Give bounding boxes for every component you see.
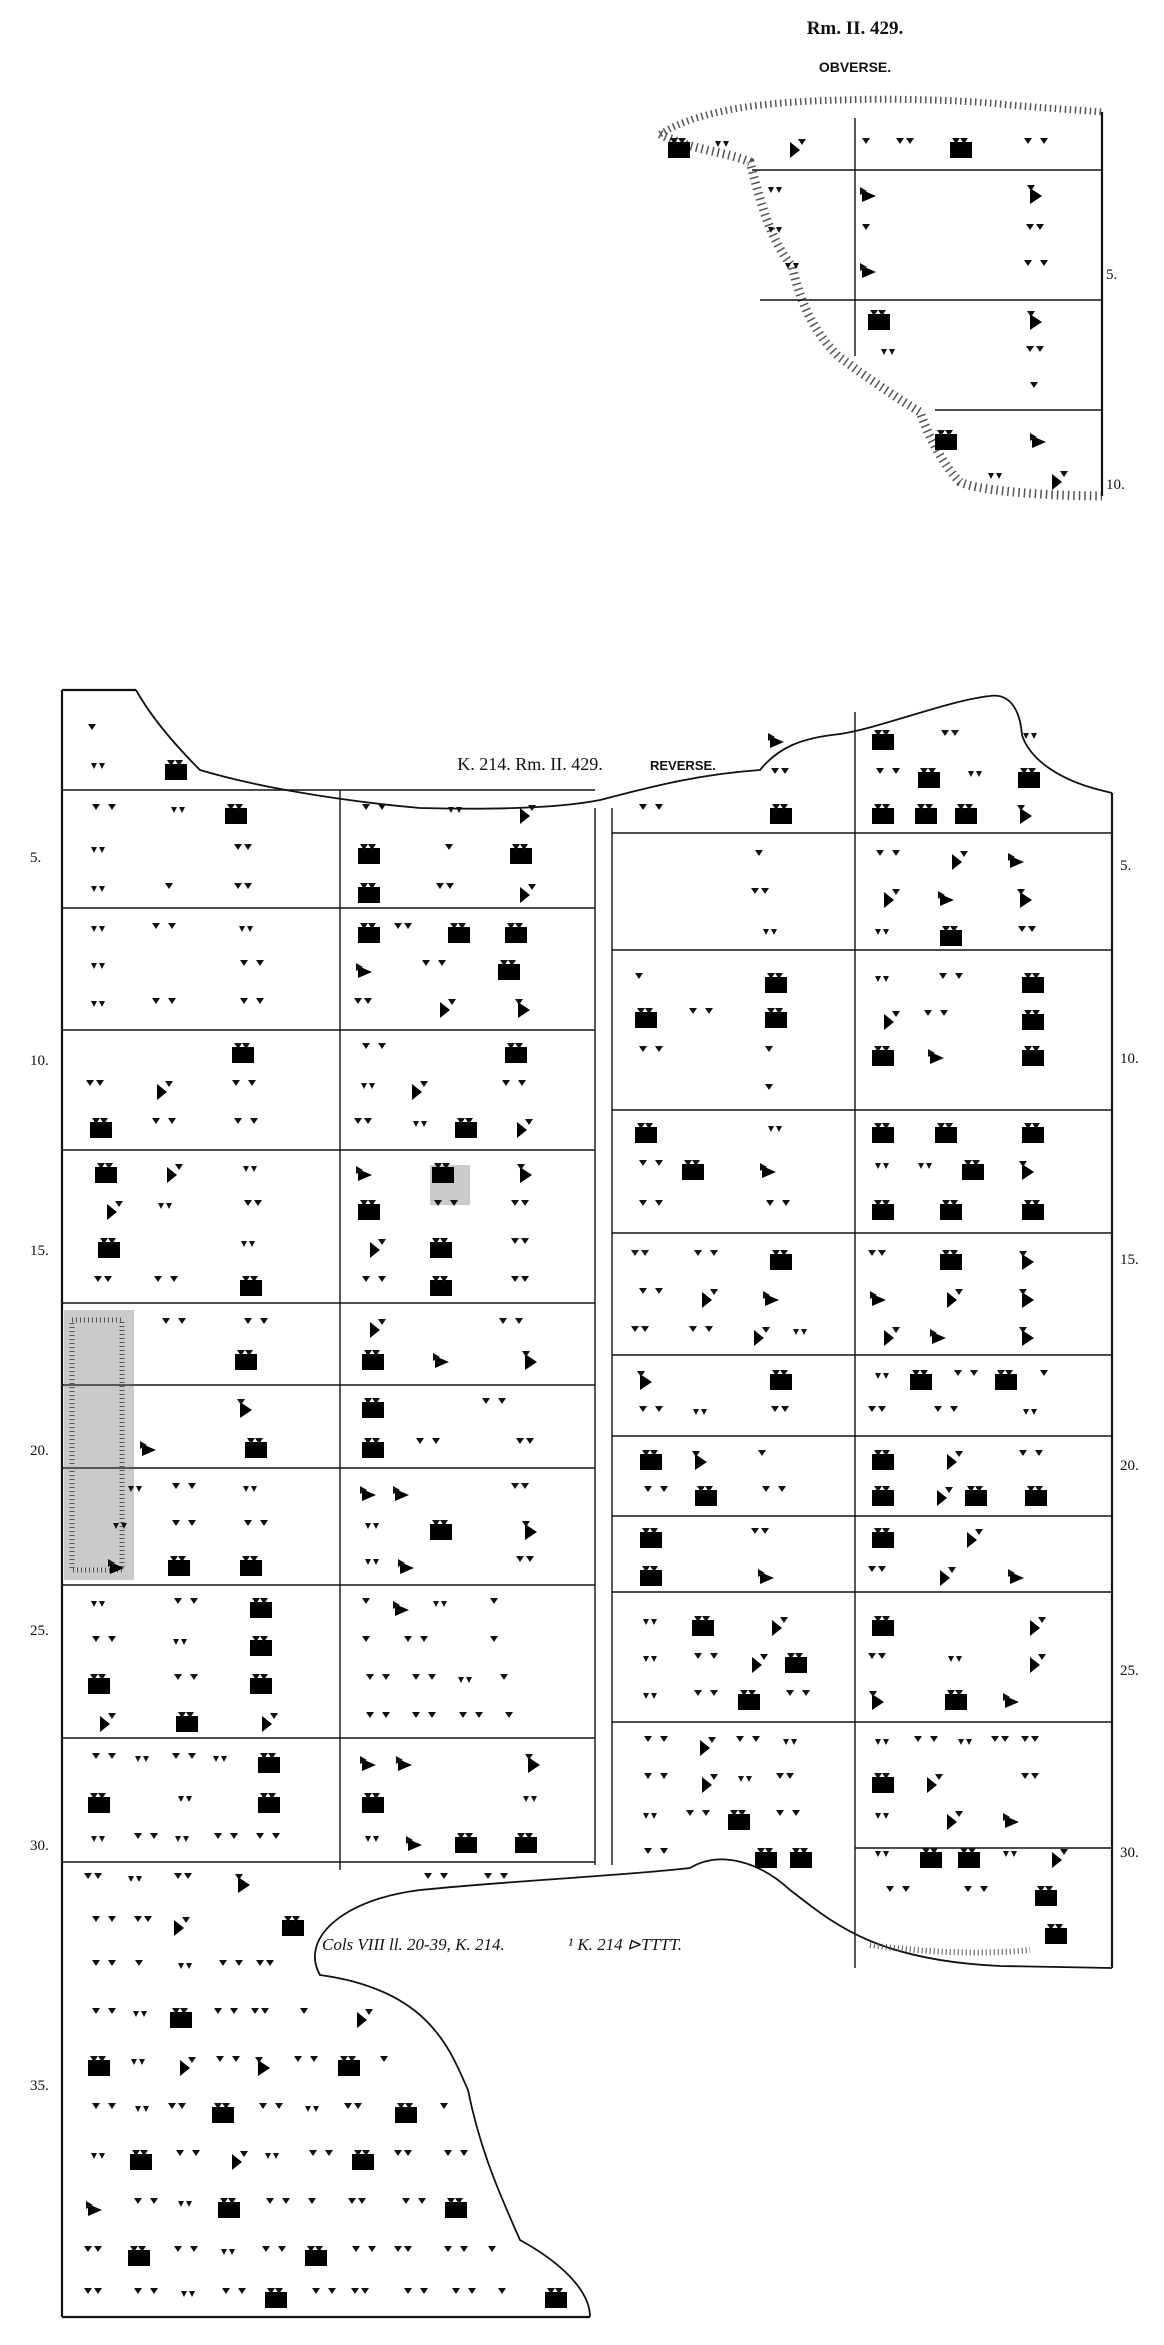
reverse-right-line-number: 20.: [1120, 1458, 1139, 1474]
reverse-side-label: REVERSE.: [650, 758, 716, 773]
reverse-right-line-number: 15.: [1120, 1252, 1139, 1268]
reverse-left-line-number: 10.: [30, 1053, 49, 1069]
colophon-text: Cols VIII ll. 20-39, K. 214.: [322, 1935, 505, 1954]
reverse-tablet: [30, 690, 1139, 2317]
obverse-title: Rm. II. 429.: [806, 18, 904, 39]
reverse-left-line-number: 20.: [30, 1443, 49, 1459]
obverse-fragment: [660, 99, 1125, 496]
reverse-right-line-number: 30.: [1120, 1845, 1139, 1861]
obverse-side-label: OBVERSE.: [818, 59, 892, 75]
reverse-right-line-number: 10.: [1120, 1051, 1139, 1067]
reverse-title: K. 214. Rm. II. 429.: [457, 754, 603, 774]
reverse-left-line-number: 30.: [30, 1838, 49, 1854]
footnote-text: ¹ K. 214 ⊳TTTT.: [568, 1935, 682, 1954]
reverse-left-line-number: 35.: [30, 2078, 49, 2094]
obverse-line-number-10: 10.: [1106, 477, 1125, 493]
reverse-left-line-number: 15.: [30, 1243, 49, 1259]
obverse-line-number-5: 5.: [1106, 267, 1118, 283]
reverse-right-line-number: 5.: [1120, 858, 1132, 874]
reverse-left-line-number: 25.: [30, 1623, 49, 1639]
reverse-right-line-number: 25.: [1120, 1663, 1139, 1679]
reverse-left-line-number: 5.: [30, 850, 42, 866]
